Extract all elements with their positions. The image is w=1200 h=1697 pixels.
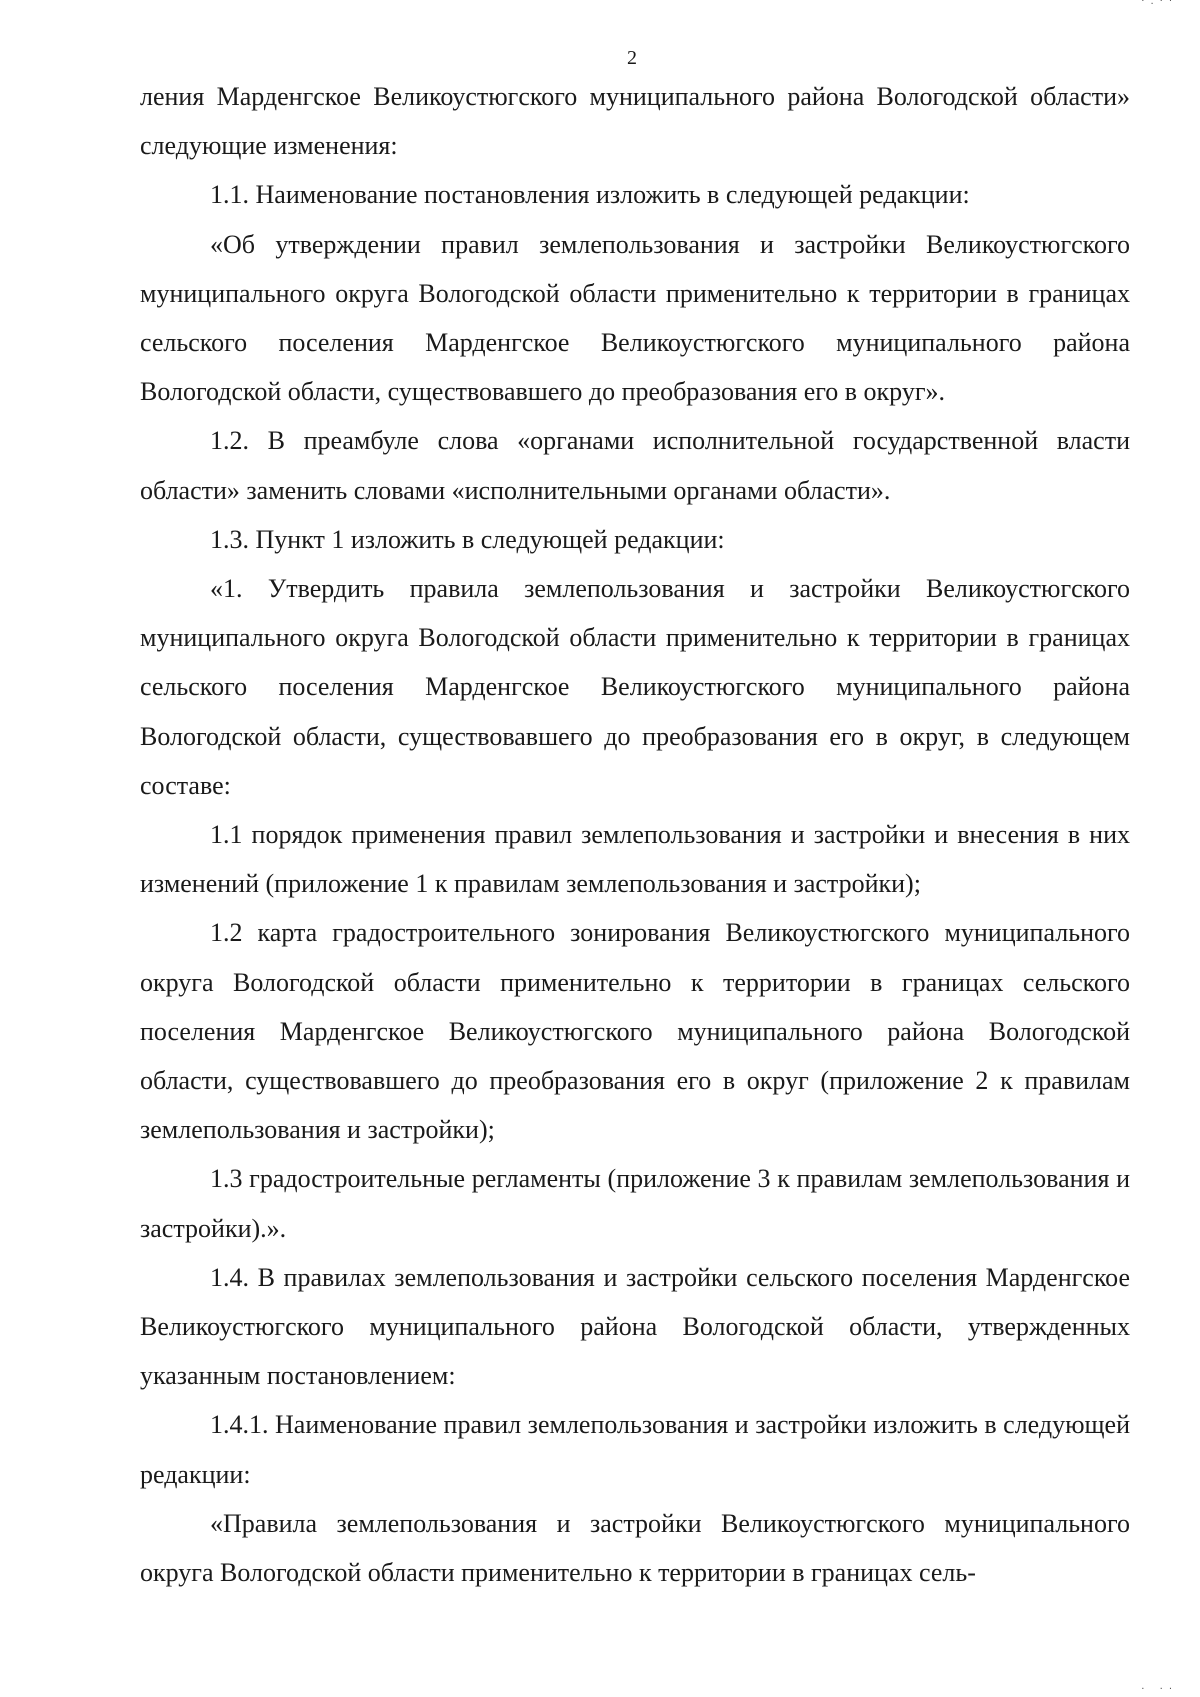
paragraph-quote-title: «Об утверждении правил землепользования и застройки Великоустюгского муниципального округа Вологодской области применительно к территории в границах сельского поселения Марденгское Великоустюгского муниципального района Вологодской области, существовавшего до преобразования его в округ». xyxy=(140,229,1130,407)
paragraph-item-1-4: 1.4. В правилах землепользования и застройки сельского поселения Марденгское Великоустюгского муниципального района Вологодской области, утвержденных указанным постановлением: xyxy=(140,1262,1130,1391)
paragraph-quote-rules-title: «Правила землепользования и застройки Великоустюгского муниципального округа Вологодской области применительно к территории в границах сель- xyxy=(140,1508,1130,1588)
document-body xyxy=(140,72,1130,1597)
paragraph-subitem-1-3: 1.3 градостроительные регламенты (приложение 3 к правилам землепользования и застройки).». xyxy=(140,1164,1130,1243)
paragraph-continuation: ления Марденгское Великоустюгского муниципального района Вологодской области» следующие изменения: xyxy=(140,82,1130,161)
scan-mark-bottom: · ·· xyxy=(1141,1684,1178,1695)
paragraph-subitem-1-1: 1.1 порядок применения правил землепользования и застройки и внесения в них изменений (приложение 1 к правилам землепользования и застройки); xyxy=(140,820,1130,899)
paragraph-quote-point-1: «1. Утвердить правила землепользования и застройки Великоустюгского муниципального округа Вологодской области применительно к территории в границах сельского поселения Марденгское Великоустюгского муниципального района Вологодской области, существовавшего до преобразования его в округ, в следующем составе: xyxy=(140,574,1130,800)
paragraph-item-1-4-1: 1.4.1. Наименование правил землепользования и застройки изложить в следующей редакции: xyxy=(140,1410,1130,1489)
paragraph-item-1-3: 1.3. Пункт 1 изложить в следующей редакции: xyxy=(210,524,725,554)
paragraph-item-1-1: 1.1. Наименование постановления изложить в следующей редакции: xyxy=(210,180,970,210)
scan-mark-top: ·.·· xyxy=(1141,0,1178,7)
paragraph-subitem-1-2: 1.2 карта градостроительного зонирования Великоустюгского муниципального округа Вологодской области применительно к территории в границах сельского поселения Марденгское Великоустюгского муниципального района Вологодской области, существовавшего до преобразования его в округ (приложение 2 к правилам землепользования и застройки); xyxy=(140,918,1130,1145)
page-number: 2 xyxy=(627,47,637,69)
paragraph-item-1-2: 1.2. В преамбуле слова «органами исполнительной государственной власти области» заменить словами «исполнительными органами области». xyxy=(140,426,1130,505)
